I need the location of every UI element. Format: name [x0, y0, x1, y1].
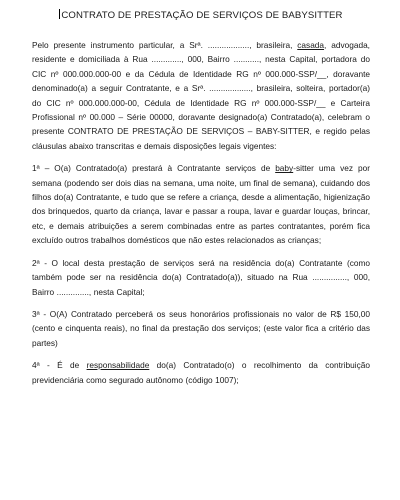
document-title: [32, 9, 370, 23]
intro-text-b: , advogada, residente e domiciliada à Rua ............., 000, Bairro ..........., nesta Capital, portadora do CIC nº 000.000.000-00 e da Cédula de Identidade RG nº 000.000-SSP/__, doravante denominado(a) a seguir Contratante, e a Srª. .................., brasileira, solteira, portador(a) do CIC nº 000.000.000-00, Cédula de Identidade RG nº 000.000-SSP/__ e Carteira Profissional nº 00.000 – Série 00000, doravante designado(a) Contratado(a), celebram o presente CONTRATO DE PRESTAÇÃO DE SERVIÇOS – BABY-SITTER, e regido pelas cláusulas abaixo transcritas e demais disposições legais vigentes:: [32, 40, 370, 151]
clause-1: [32, 161, 370, 247]
intro-paragraph: [32, 38, 370, 153]
clause-4-text-b: do(a) Contratado(o) o recolhimento da contribuição previdenciária como segurado autônomo (código 1007);: [32, 360, 370, 385]
intro-text-a: Pelo presente instrumento particular, a Srª. .................., brasileira,: [32, 40, 298, 50]
clause-2: 2ª - O local desta prestação de serviços será na residência do(a) Contratante (como também pode ser na residência do(a) Contratado(a)), situado na Rua ..............., 000, Bairro .............., nesta Capital;: [32, 257, 370, 297]
clause-4: [32, 358, 370, 387]
clause-1-underlined-word: baby: [275, 163, 294, 174]
clause-3: 3ª - O(A) Contratado perceberá os seus honorários profissionais no valor de R$ 150,00 (cento e cinquenta reais), no final da prestação dos serviços; (este valor fica a critério das partes): [32, 308, 370, 348]
clause-4-text-a: 4ª - É de: [32, 360, 87, 371]
clause-4-underlined-word: responsabilidade: [86, 360, 150, 371]
intro-underlined-word: casada: [297, 40, 325, 50]
title-text: CONTRATO DE PRESTAÇÃO DE SERVIÇOS DE BABYSITTER: [61, 10, 343, 21]
clause-1-text-b: -sitter uma vez por semana (podendo ser dois dias na semana, uma noite, um final de semana), cuidando dos filhos do(a) Contratante, e tudo que se refere a criança, desde a alimentação, higienização dos brinquedos, quarto da criança, lavar e passar a roupa, lavar e guardar louças, brincar, etc, e demais atribuições a serem combinadas entre as partes contratantes, porém fica excluído outros trabalhos domésticos que não estes relacionados as crianças;: [32, 163, 370, 246]
clause-1-text-a: 1ª – O(a) Contratado(a) prestará à Contratante serviços de: [32, 163, 276, 174]
